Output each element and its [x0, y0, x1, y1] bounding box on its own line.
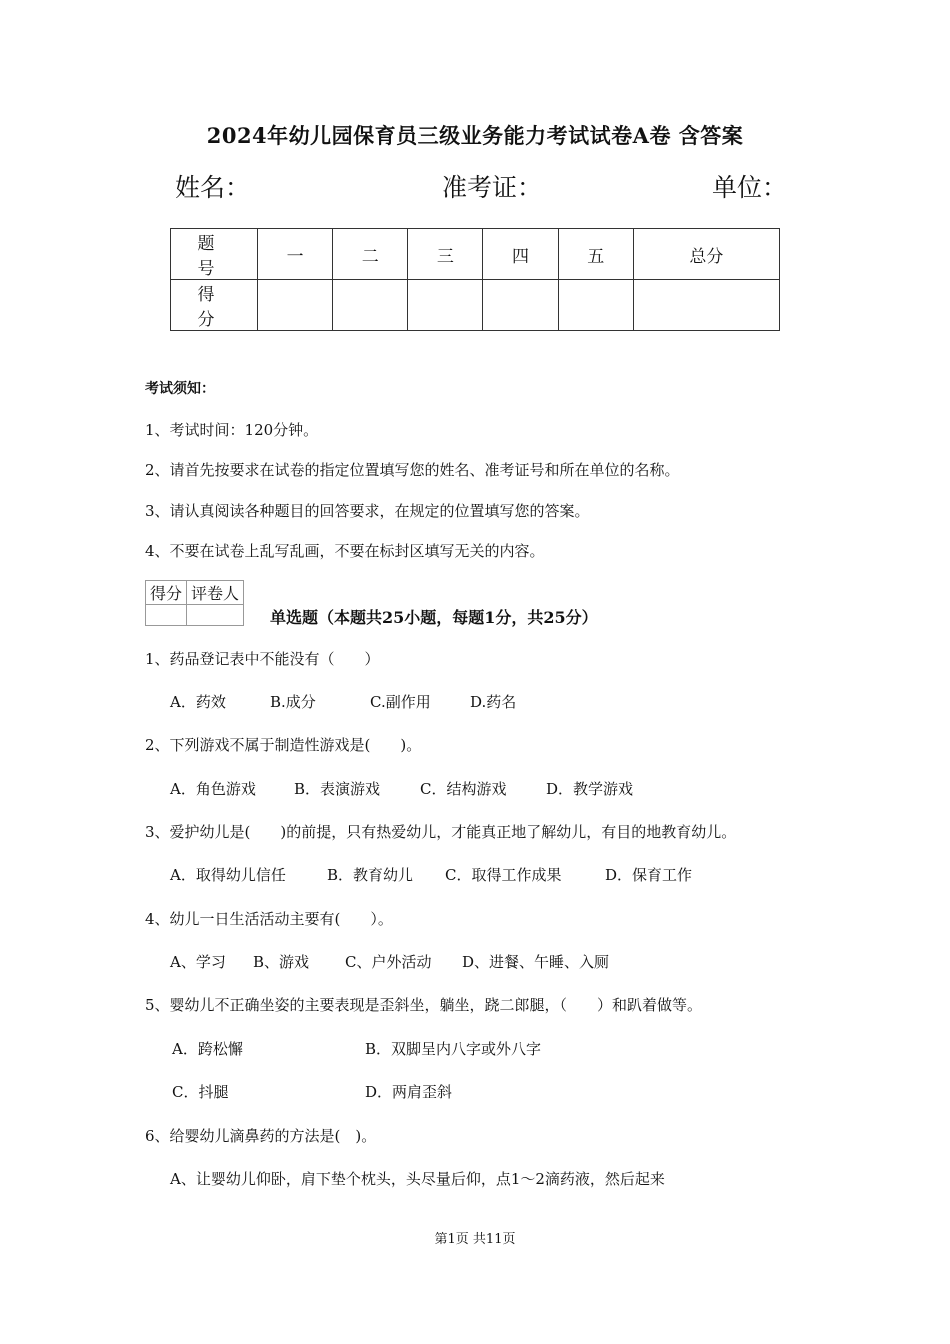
option: A、学习: [170, 953, 226, 971]
option: B.成分: [270, 693, 316, 711]
score-table-header-cell: 三: [408, 229, 483, 280]
score-table-header-cell: 二: [333, 229, 408, 280]
grader-score-label: 得分: [146, 581, 187, 605]
page-title: 2024年幼儿园保育员三级业务能力考试试卷A卷 含答案: [206, 123, 744, 148]
score-row-label: 得 分: [171, 280, 258, 331]
exam-id-field-label: 准考证：: [442, 173, 543, 202]
option: C．抖腿: [172, 1083, 229, 1101]
option: B．表演游戏: [294, 780, 381, 798]
option: C、户外活动: [345, 953, 432, 971]
grader-score-cell[interactable]: [146, 605, 187, 626]
score-table-header-cell: 五: [558, 229, 633, 280]
question-text: 1、药品登记表中不能没有（ ）: [145, 650, 380, 668]
question-text: 5、婴幼儿不正确坐姿的主要表现是歪斜坐，躺坐，跷二郎腿，（ ）和趴着做等。: [145, 996, 703, 1014]
option: B、游戏: [253, 953, 310, 971]
score-table-header-row: [171, 229, 780, 280]
notice-item: 4、不要在试卷上乱写乱画，不要在标封区填写无关的内容。: [145, 542, 545, 560]
notice-heading: 考试须知：: [145, 381, 215, 397]
score-cell[interactable]: [408, 280, 483, 331]
option: B．双脚呈内八字或外八字: [365, 1040, 542, 1058]
question-text: 6、给婴幼儿滴鼻药的方法是( )。: [145, 1127, 377, 1145]
name-field-label: 姓名：: [175, 173, 251, 202]
option: D．教学游戏: [546, 780, 634, 798]
option: D.药名: [470, 693, 517, 711]
option: A．跨松懈: [172, 1040, 243, 1058]
option: A．取得幼儿信任: [170, 866, 286, 884]
option: C．结构游戏: [420, 780, 507, 798]
question-text: 2、下列游戏不属于制造性游戏是( )。: [145, 736, 422, 754]
notice-item: 1、考试时间：120分钟。: [145, 421, 319, 439]
score-table-header-cell: 四: [483, 229, 558, 280]
option: A．药效: [170, 693, 226, 711]
unit-field-label: 单位：: [712, 173, 788, 202]
option: A．角色游戏: [170, 780, 256, 798]
grader-reviewer-cell[interactable]: [187, 605, 244, 626]
score-table-header-cell: 一: [258, 229, 333, 280]
question-text: 3、爱护幼儿是( )的前提，只有热爱幼儿，才能真正地了解幼儿，有目的地教育幼儿。: [145, 823, 737, 841]
option: C.副作用: [370, 693, 431, 711]
score-table-score-row: [171, 280, 780, 331]
score-table-header-cell: 题 号: [171, 229, 258, 280]
option: D、进餐、午睡、入厕: [462, 953, 610, 971]
score-cell[interactable]: [258, 280, 333, 331]
score-table-header-cell: 总分: [633, 229, 779, 280]
notice-item: 3、请认真阅读各种题目的回答要求，在规定的位置填写您的答案。: [145, 502, 590, 520]
grader-reviewer-label: 评卷人: [187, 581, 244, 605]
page-footer: 第1页 共11页: [434, 1232, 516, 1247]
score-table: [170, 228, 780, 331]
grader-table: [145, 580, 244, 626]
option: C．取得工作成果: [445, 866, 562, 884]
option: B．教育幼儿: [327, 866, 414, 884]
section-title: 单选题（本题共25小题，每题1分，共25分）: [270, 608, 598, 627]
option: D．保育工作: [605, 866, 693, 884]
option: D．两肩歪斜: [365, 1083, 453, 1101]
score-cell[interactable]: [483, 280, 558, 331]
notice-item: 2、请首先按要求在试卷的指定位置填写您的姓名、准考证号和所在单位的名称。: [145, 461, 680, 479]
score-cell[interactable]: [633, 280, 779, 331]
option: A、让婴幼儿仰卧，肩下垫个枕头，头尽量后仰，点1～2滴药液，然后起来: [170, 1170, 665, 1188]
score-cell[interactable]: [333, 280, 408, 331]
question-text: 4、幼儿一日生活活动主要有( ）。: [145, 910, 393, 928]
score-cell[interactable]: [558, 280, 633, 331]
